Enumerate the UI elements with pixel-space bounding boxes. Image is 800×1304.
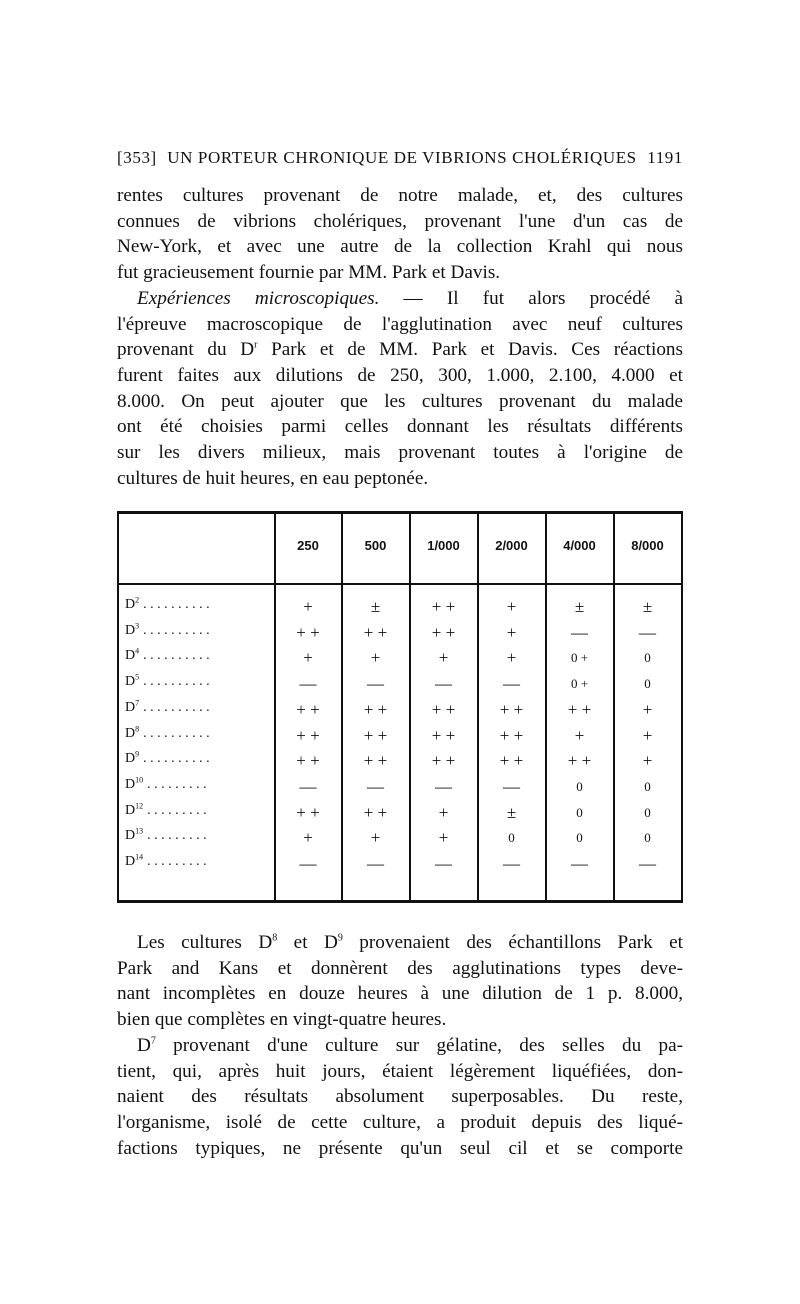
text-line: ont été choisies parmi celles donnant les résultats différents — [117, 416, 683, 438]
table-top-rule — [117, 511, 683, 514]
table-cell: — — [639, 622, 656, 642]
table-cell: + — [438, 828, 449, 848]
table-row — [117, 623, 683, 647]
superscript: 9 — [337, 932, 343, 944]
row-label — [125, 597, 210, 613]
row-label — [125, 623, 210, 639]
superscript: 8 — [272, 932, 278, 944]
row-label-letter: D — [125, 622, 136, 638]
table-cell: + + — [363, 751, 388, 771]
table-header-rule — [117, 583, 683, 585]
text-line: l'épreuve macroscopique de l'agglutination avec neuf cultures — [117, 313, 683, 335]
table-row — [117, 800, 683, 827]
bottom-paragraph — [117, 930, 683, 1161]
row-label-number: 14 — [135, 852, 144, 862]
running-header — [117, 148, 683, 168]
table-cell: — — [367, 776, 384, 796]
table-row — [117, 700, 683, 724]
row-label-letter: D — [125, 725, 136, 741]
row-label-letter: D — [125, 828, 136, 844]
column-header-4000: 4/000 — [563, 538, 596, 553]
row-leader-dots: . . . . . . . . . . — [143, 699, 210, 715]
row-leader-dots: . . . . . . . . . — [147, 776, 207, 792]
table-cell: + — [303, 828, 313, 848]
row-label-letter: D — [125, 776, 136, 792]
table-row — [117, 723, 683, 750]
text-line: fut gracieusement fournie par MM. Park et Davis. — [117, 262, 501, 284]
table-cell: — — [299, 674, 317, 694]
table-cell: + — [574, 725, 585, 745]
superscript: 7 — [150, 1035, 156, 1047]
row-leader-dots: . . . . . . . . . . — [143, 597, 210, 612]
top-paragraph — [117, 183, 683, 491]
row-leader-dots: . . . . . . . . . . — [143, 622, 210, 638]
table-cell: ± — [506, 802, 517, 822]
table-cell: + + — [363, 622, 388, 642]
table-cell: 0 + — [570, 676, 589, 692]
column-header-8000: 8/000 — [631, 538, 664, 553]
row-label-number: 5 — [135, 672, 140, 682]
table-row — [117, 597, 683, 621]
row-label-letter: D — [125, 674, 136, 690]
text-span: provenant d'une culture sur gélatine, des selles du pa- — [155, 1034, 683, 1056]
text-line — [117, 337, 683, 363]
table-cell: 0 — [576, 830, 583, 846]
table-cell: 0 — [644, 804, 651, 820]
row-label-number: 7 — [135, 698, 140, 708]
table-cell: + + — [431, 725, 456, 745]
row-label — [125, 648, 210, 664]
text-line: tient, qui, après huit jours, étaient légèrement liquéfiées, don- — [117, 1060, 683, 1082]
text-line: bien que complètes en vingt-quatre heures. — [117, 1009, 447, 1031]
text-line: connues de vibrions cholériques, provenant l'une d'un cas de — [117, 210, 683, 232]
table-cell: — — [503, 776, 520, 796]
text-span: provenaient des échantillons Park et — [342, 932, 683, 953]
text-line: New-York, et avec une autre de la collection Krahl qui nous — [117, 236, 683, 258]
row-label-number: 4 — [135, 646, 140, 656]
table-cell: + + — [363, 725, 388, 745]
row-leader-dots: . . . . . . . . . . — [143, 725, 210, 741]
row-label-letter: D — [125, 802, 136, 818]
table-row — [117, 854, 683, 878]
table-cell: + + — [296, 725, 320, 745]
table-cell: + — [642, 699, 653, 719]
text-span: — Il fut alors procédé à — [379, 287, 683, 309]
table-cell: ± — [642, 597, 653, 616]
table-cell: 0 — [644, 778, 651, 794]
table-cell: — — [299, 776, 317, 796]
row-label-number: 10 — [135, 775, 144, 785]
table-cell: + + — [296, 699, 320, 719]
row-leader-dots: . . . . . . . . . . — [143, 674, 210, 690]
table-cell: + — [438, 802, 449, 822]
text-line: cultures de huit heures, en eau peptonée. — [117, 467, 429, 489]
table-cell: ± — [574, 597, 585, 616]
table-cell: + + — [296, 802, 320, 822]
table-cell: + + — [499, 751, 524, 771]
table-cell: + — [642, 725, 653, 745]
row-leader-dots: . . . . . . . . . . — [143, 751, 210, 767]
row-label-letter: D — [125, 854, 136, 869]
table-cell: — — [435, 674, 452, 694]
table-cell: + + — [431, 622, 456, 642]
table-row — [117, 674, 683, 698]
row-leader-dots: . . . . . . . . . — [147, 854, 207, 869]
table-cell: + + — [296, 751, 320, 771]
text-line: rentes cultures provenant de notre malade, et, des cultures — [117, 185, 683, 206]
table-cell: + + — [363, 699, 388, 719]
table-row — [117, 777, 683, 801]
column-header-1000: 1/000 — [427, 538, 460, 553]
table-cell: + — [642, 751, 653, 771]
table-cell: + + — [499, 699, 524, 719]
superscript: r — [254, 339, 258, 351]
table-cell: + — [438, 648, 449, 668]
table-cell: 0 — [576, 804, 583, 820]
text-span: et D — [277, 932, 338, 953]
table-cell: — — [503, 854, 520, 873]
table-cell: 0 — [644, 650, 651, 666]
table-cell: + + — [363, 802, 388, 822]
table-cell: ± — [370, 597, 381, 616]
page-number: 1191 — [647, 148, 683, 167]
table-cell: 0 — [508, 830, 515, 846]
table-row — [117, 648, 683, 672]
text-line: furent faites aux dilutions de 250, 300, 1.000, 2.100, 4.000 et — [117, 364, 683, 386]
row-label-number: 9 — [135, 749, 140, 759]
table-cell: — — [367, 854, 384, 873]
page-ref: [353] — [117, 148, 157, 167]
table-cell: + — [506, 622, 517, 642]
row-leader-dots: . . . . . . . . . — [147, 802, 207, 818]
italic-heading: Expériences microscopiques. — [137, 287, 380, 309]
row-label-letter: D — [125, 597, 136, 612]
row-label-number: 8 — [135, 723, 140, 733]
text-span: D — [137, 1034, 151, 1056]
table-cell: — — [571, 854, 588, 873]
text-line — [117, 286, 683, 312]
table-cell: — — [435, 854, 452, 873]
table-cell: + — [303, 648, 313, 668]
table-cell: — — [299, 854, 317, 873]
row-label-number: 13 — [135, 826, 144, 836]
row-label — [125, 800, 207, 819]
table-cell: + — [303, 597, 313, 616]
table-cell: + — [506, 648, 517, 668]
table-row — [117, 828, 683, 852]
row-label-number: 2 — [135, 595, 140, 605]
row-label-number: 12 — [135, 800, 144, 810]
table-cell: 0 — [644, 830, 651, 846]
table-row — [117, 751, 683, 775]
table-cell: 0 + — [570, 650, 589, 666]
row-label-letter: D — [125, 699, 136, 715]
text-line: Park and Kans et donnèrent des agglutinations types deve- — [117, 957, 683, 979]
text-line: l'organisme, isolé de cette culture, a produit depuis des liqué- — [117, 1111, 683, 1133]
table-cell: — — [571, 622, 588, 642]
table-cell: — — [503, 674, 520, 694]
table-cell: + + — [567, 699, 592, 719]
table-cell: + + — [431, 751, 456, 771]
column-header-2000: 2/000 — [495, 538, 528, 553]
row-label — [125, 828, 207, 844]
column-header-250: 250 — [297, 538, 319, 553]
text-line — [117, 1033, 683, 1059]
row-label — [125, 723, 210, 742]
text-line: 8.000. On peut ajouter que les cultures provenant du malade — [117, 390, 683, 412]
table-cell: + + — [296, 622, 320, 642]
text-line — [117, 930, 683, 956]
table-cell: — — [639, 854, 656, 873]
text-line: sur les divers milieux, mais provenant toutes à l'origine de — [117, 442, 683, 464]
row-label — [125, 854, 207, 870]
table-cell: + + — [499, 725, 524, 745]
table-cell: + — [370, 648, 381, 668]
row-leader-dots: . . . . . . . . . — [147, 828, 207, 844]
table-cell: — — [367, 674, 384, 694]
table-bottom-rule — [117, 900, 683, 903]
running-title: UN PORTEUR CHRONIQUE DE VIBRIONS CHOLÉRIQUES — [167, 148, 637, 167]
text-span: Park et de MM. Park et Davis. Ces réactions — [257, 339, 683, 361]
text-line: factions typiques, ne présente qu'un seul cil et se comporte — [117, 1137, 683, 1159]
table-cell: 0 — [576, 778, 583, 794]
row-label — [125, 674, 210, 690]
text-line: nant incomplètes en douze heures à une dilution de 1 p. 8.000, — [117, 983, 683, 1005]
row-label-number: 3 — [135, 621, 140, 631]
table-cell: + — [506, 597, 517, 616]
text-span: provenant du D — [117, 339, 255, 361]
table-cell: — — [435, 776, 452, 796]
column-header-500: 500 — [364, 538, 387, 553]
row-leader-dots: . . . . . . . . . . — [143, 648, 210, 664]
row-label — [125, 777, 207, 793]
table-cell: + + — [431, 699, 456, 719]
row-label — [125, 700, 210, 716]
row-label-letter: D — [125, 751, 136, 767]
table-cell: + + — [567, 751, 592, 771]
text-line: naient des résultats absolument superposables. Du reste, — [117, 1086, 683, 1108]
table-cell: + — [370, 828, 381, 848]
table-cell: + + — [431, 597, 456, 616]
agglutination-table — [117, 511, 683, 903]
row-label-letter: D — [125, 648, 136, 664]
text-span: Les cultures D — [137, 932, 273, 953]
table-cell: 0 — [644, 676, 651, 692]
row-label — [125, 751, 210, 767]
